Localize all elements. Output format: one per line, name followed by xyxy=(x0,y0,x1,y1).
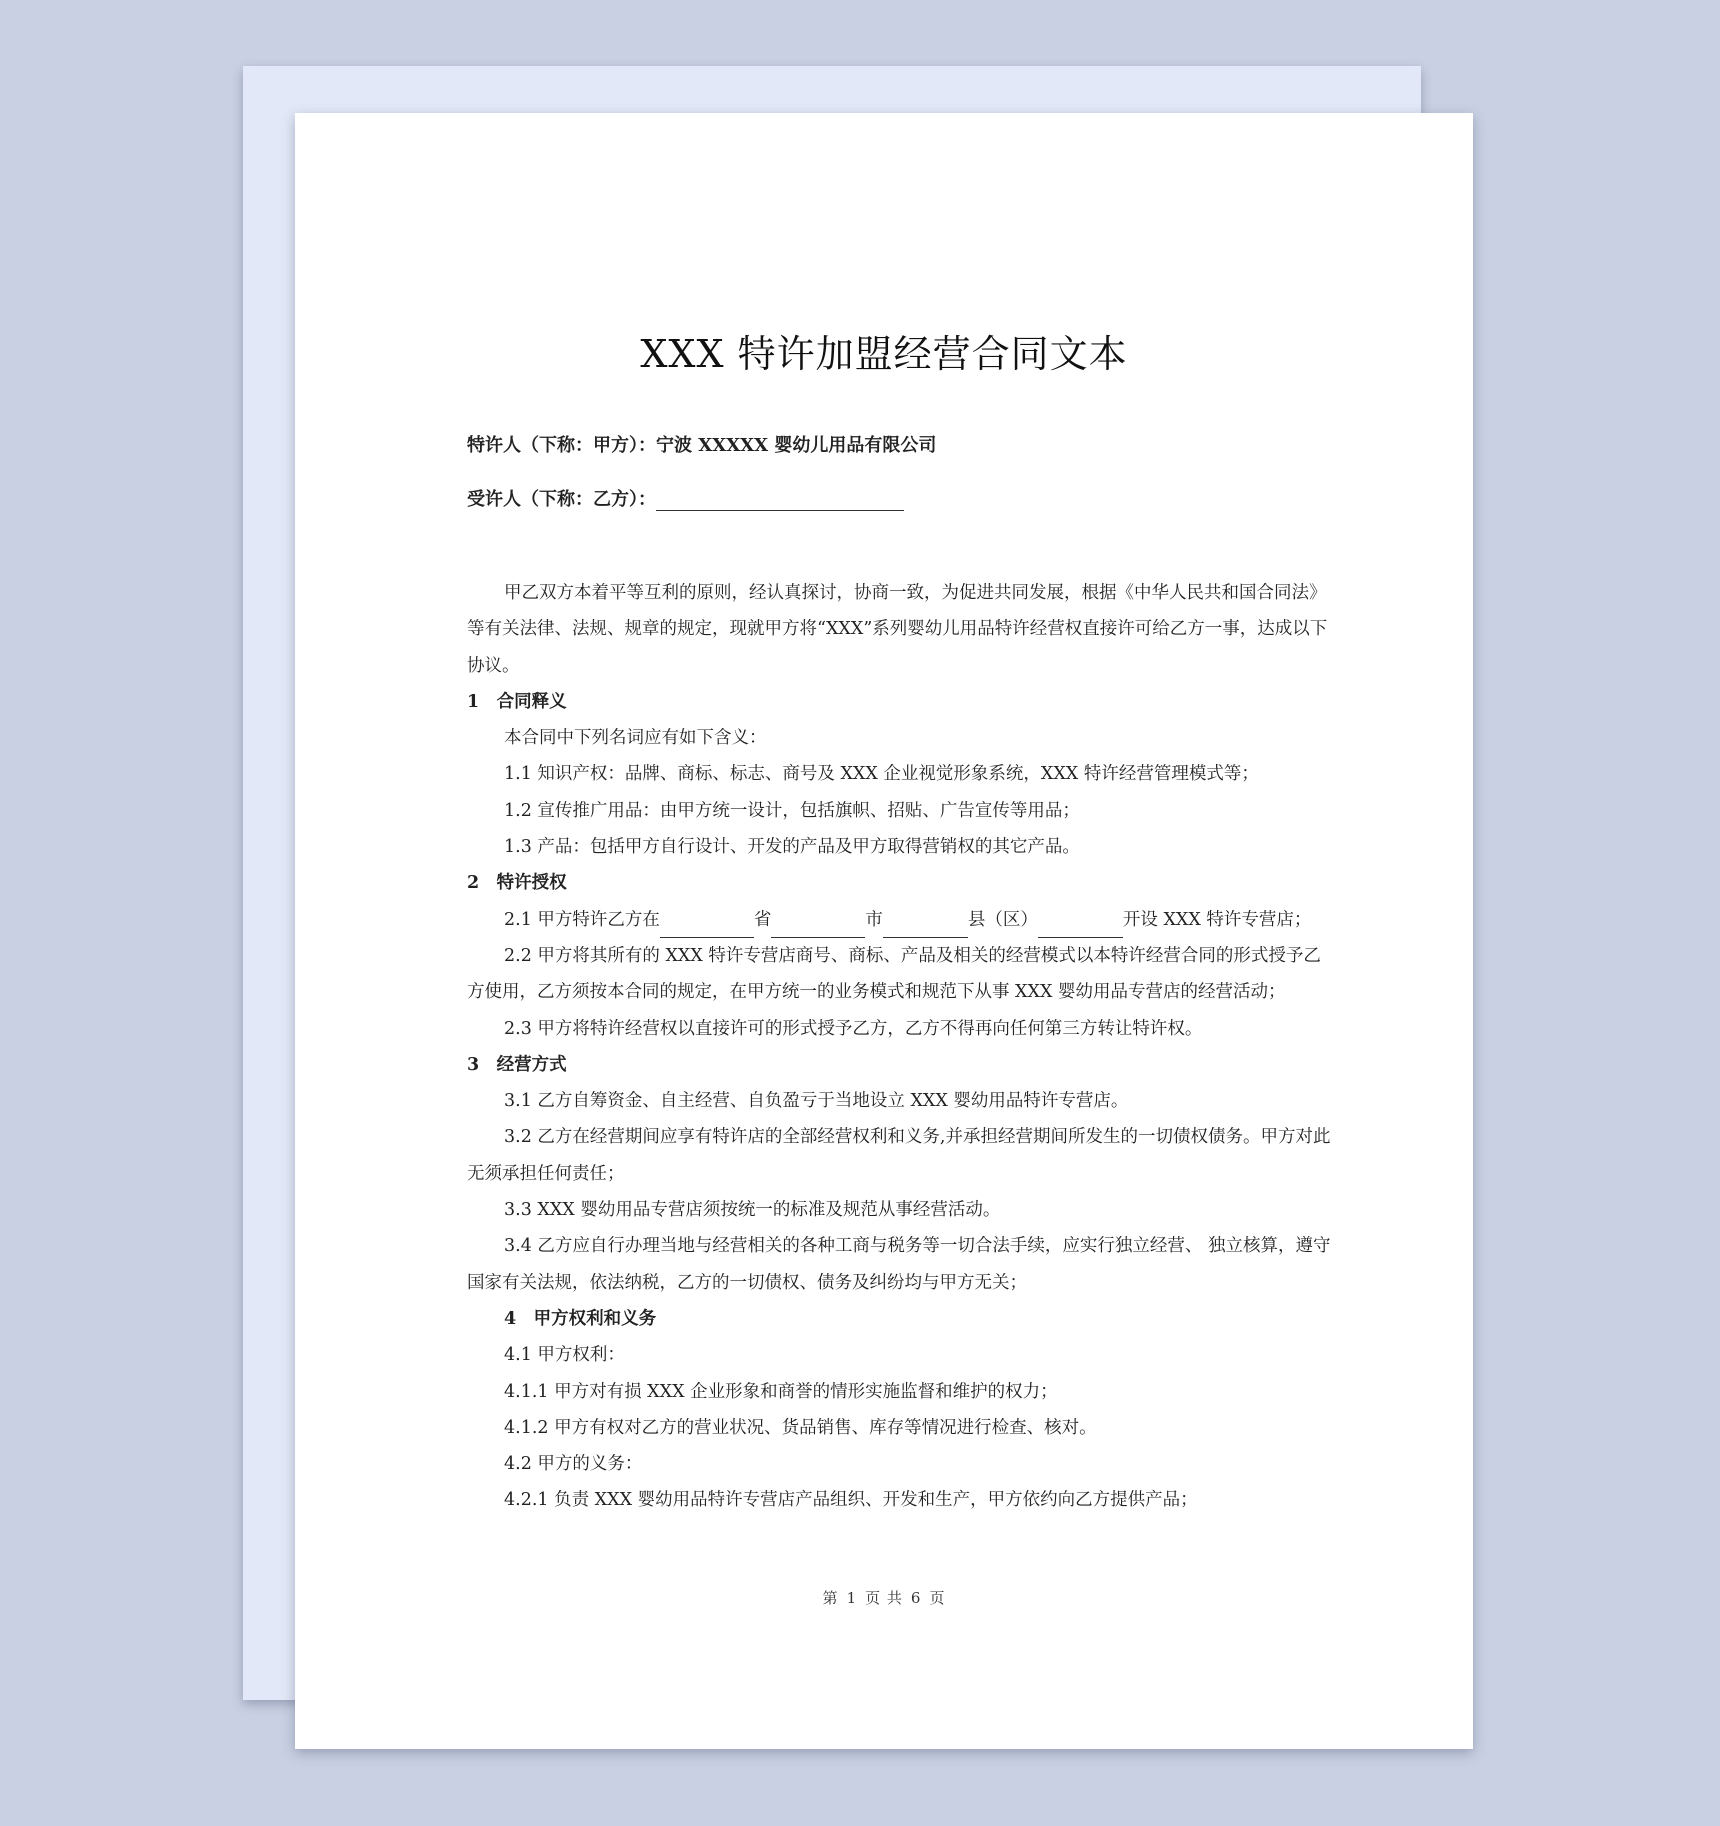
page-number-footer xyxy=(295,1587,1473,1608)
document-page xyxy=(295,113,1473,1749)
section-1-item: 1.3 产品：包括甲方自行设计、开发的产品及甲方取得营销权的其它产品。 xyxy=(504,837,1080,858)
section-4-duty-1: 4.2.1 负责 XXX 婴幼用品特许专营店产品组织、开发和生产，甲方依约向乙方提供产品； xyxy=(504,1490,1198,1511)
footer-current-page: 1 xyxy=(846,1589,858,1607)
section-1-item: 1.2 宣传推广用品：由甲方统一设计，包括旗帜、招贴、广告宣传等用品； xyxy=(504,800,1080,821)
party-b-blank xyxy=(656,492,904,511)
section-3-item-3: 3.3 XXX 婴幼用品专营店须按统一的标准及规范从事经营活动。 xyxy=(504,1200,1001,1221)
section-1-heading: 1 合同释义 xyxy=(467,691,567,712)
contract-body xyxy=(467,575,1337,1519)
city-blank xyxy=(771,919,865,938)
section-2-item-2: 2.2 甲方将其所有的 XXX 特许专营店商号、商标、产品及相关的经营模式以本特许经营合同的形式授予乙方使用，乙方须按本合同的规定，在甲方统一的业务模式和规范下从事 XXX 婴幼用品专营店的经营活动； xyxy=(467,945,1321,1003)
province-blank xyxy=(660,919,754,938)
footer-total-pages: 6 xyxy=(910,1589,922,1607)
section-2-heading: 2 特许授权 xyxy=(467,873,567,894)
section-3-heading: 3 经营方式 xyxy=(467,1054,567,1075)
party-b-line xyxy=(467,485,904,511)
party-b-label: 受许人（下称：乙方）： xyxy=(467,489,656,510)
intro-paragraph: 甲乙双方本着平等互利的原则，经认真探讨，协商一致，为促进共同发展，根据《中华人民共和国合同法》等有关法律、法规、规章的规定，现就甲方将“XXX”系列婴幼儿用品特许经营权直接许可给乙方一事，达成以下协议。 xyxy=(467,583,1328,676)
footer-suffix: 页 xyxy=(929,1589,946,1607)
item-2-1-suffix: 开设 XXX 特许专营店； xyxy=(1122,909,1312,930)
county-label: 县（区） xyxy=(967,909,1038,930)
county-blank xyxy=(883,919,968,938)
document-title: XXX 特许加盟经营合同文本 xyxy=(640,332,1128,376)
location-blank xyxy=(1038,919,1123,938)
party-a-label: 特许人（下称：甲方）： xyxy=(467,435,656,456)
item-2-1-prefix: 2.1 甲方特许乙方在 xyxy=(504,909,660,930)
footer-mid: 页 共 xyxy=(865,1589,903,1607)
city-label: 市 xyxy=(865,909,883,930)
section-1-item: 1.1 知识产权：品牌、商标、标志、商号及 XXX 企业视觉形象系统，XXX 特许经营管理模式等； xyxy=(504,764,1259,785)
section-4-right-1: 4.1.1 甲方对有损 XXX 企业形象和商誉的情形实施监督和维护的权力； xyxy=(504,1381,1058,1402)
section-4-rights-heading: 4.1 甲方权利： xyxy=(504,1345,625,1366)
section-1-lead: 本合同中下列名词应有如下含义： xyxy=(504,728,767,749)
province-label: 省 xyxy=(753,909,772,930)
section-2-item-1 xyxy=(467,902,1337,938)
section-2-item-3: 2.3 甲方将特许经营权以直接许可的形式授予乙方，乙方不得再向任何第三方转让特许权。 xyxy=(504,1018,1203,1039)
section-4-heading: 4 甲方权利和义务 xyxy=(504,1308,657,1329)
footer-prefix: 第 xyxy=(822,1589,839,1607)
section-4-duties-heading: 4.2 甲方的义务： xyxy=(504,1454,643,1475)
section-4-right-2: 4.1.2 甲方有权对乙方的营业状况、货品销售、库存等情况进行检查、核对。 xyxy=(504,1417,1097,1438)
section-3-item-2: 3.2 乙方在经营期间应享有特许店的全部经营权利和义务,并承担经营期间所发生的一切债权债务。甲方对此无须承担任何责任； xyxy=(467,1127,1331,1184)
section-3-item-4: 3.4 乙方应自行办理当地与经营相关的各种工商与税务等一切合法手续，应实行独立经营、 独立核算，遵守国家有关法规，依法纳税，乙方的一切债权、债务及纠纷均与甲方无关； xyxy=(467,1236,1331,1293)
party-a-line xyxy=(467,431,936,457)
party-a-value: 宁波 XXXXX 婴幼儿用品有限公司 xyxy=(656,435,937,456)
section-3-item-1: 3.1 乙方自筹资金、自主经营、自负盈亏于当地设立 XXX 婴幼用品特许专营店。 xyxy=(504,1091,1129,1112)
